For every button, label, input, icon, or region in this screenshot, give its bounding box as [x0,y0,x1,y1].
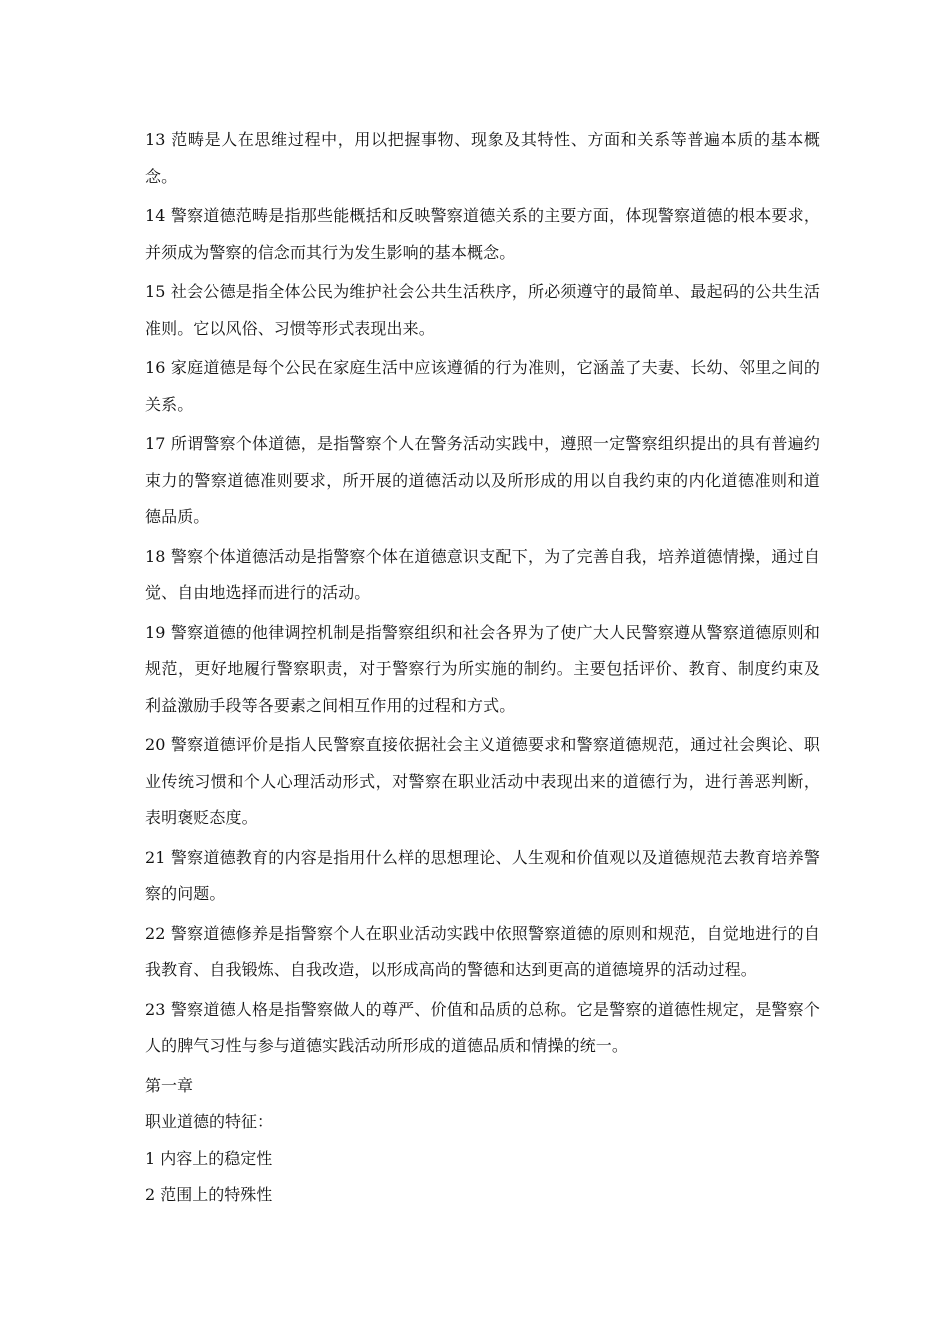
definition-paragraph-22: 22 警察道德修养是指警察个人在职业活动实践中依照警察道德的原则和规范，自觉地进行的自我教育、自我锻炼、自我改造，以形成高尚的警德和达到更高的道德境界的活动过程。 [145,923,820,979]
document-body [145,122,820,1214]
definition-paragraph-20: 20 警察道德评价是指人民警察直接依据社会主义道德要求和警察道德规范，通过社会舆论、职业传统习惯和个人心理活动形式，对警察在职业活动中表现出来的道德行为，进行善恶判断，表明褒贬态度。 [145,735,820,827]
definition-paragraph-21: 21 警察道德教育的内容是指用什么样的思想理论、人生观和价值观以及道德规范去教育培养警察的问题。 [145,847,820,903]
definition-paragraph-18: 18 警察个体道德活动是指警察个体在道德意识支配下，为了完善自我，培养道德情操，通过自觉、自由地选择而进行的活动。 [145,546,820,602]
definition-paragraph-14: 14 警察道德范畴是指那些能概括和反映警察道德关系的主要方面，体现警察道德的根本要求，并须成为警察的信念而其行为发生影响的基本概念。 [145,206,820,262]
definition-paragraph-23: 23 警察道德人格是指警察做人的尊严、价值和品质的总称。它是警察的道德性规定，是警察个人的脾气习性与参与道德实践活动所形成的道德品质和情操的统一。 [145,999,820,1055]
feature-item: 1 内容上的稳定性 [145,1148,273,1168]
definition-paragraph-17: 17 所谓警察个体道德，是指警察个人在警务活动实践中，遵照一定警察组织提出的具有普遍约束力的警察道德准则要求，所开展的道德活动以及所形成的用以自我约束的内化道德准则和道德品质。 [145,434,820,526]
definition-paragraph-16: 16 家庭道德是每个公民在家庭生活中应该遵循的行为准则，它涵盖了夫妻、长幼、邻里之间的关系。 [145,358,820,414]
definition-paragraph-15: 15 社会公德是指全体公民为维护社会公共生活秩序，所必须遵守的最简单、最起码的公共生活准则。它以风俗、习惯等形式表现出来。 [145,282,820,338]
features-heading: 职业道德的特征： [145,1112,274,1131]
definition-paragraph-19: 19 警察道德的他律调控机制是指警察组织和社会各界为了使广大人民警察遵从警察道德原则和规范，更好地履行警察职责，对于警察行为所实施的制约。主要包括评价、教育、制度约束及利益激励手段等各要素之间相互作用的过程和方式。 [145,622,820,715]
chapter-heading: 第一章 [145,1075,194,1095]
feature-item: 2 范围上的特殊性 [145,1185,273,1204]
definition-paragraph-13: 13 范畴是人在思维过程中，用以把握事物、现象及其特性、方面和关系等普遍本质的基本概念。 [145,130,820,186]
